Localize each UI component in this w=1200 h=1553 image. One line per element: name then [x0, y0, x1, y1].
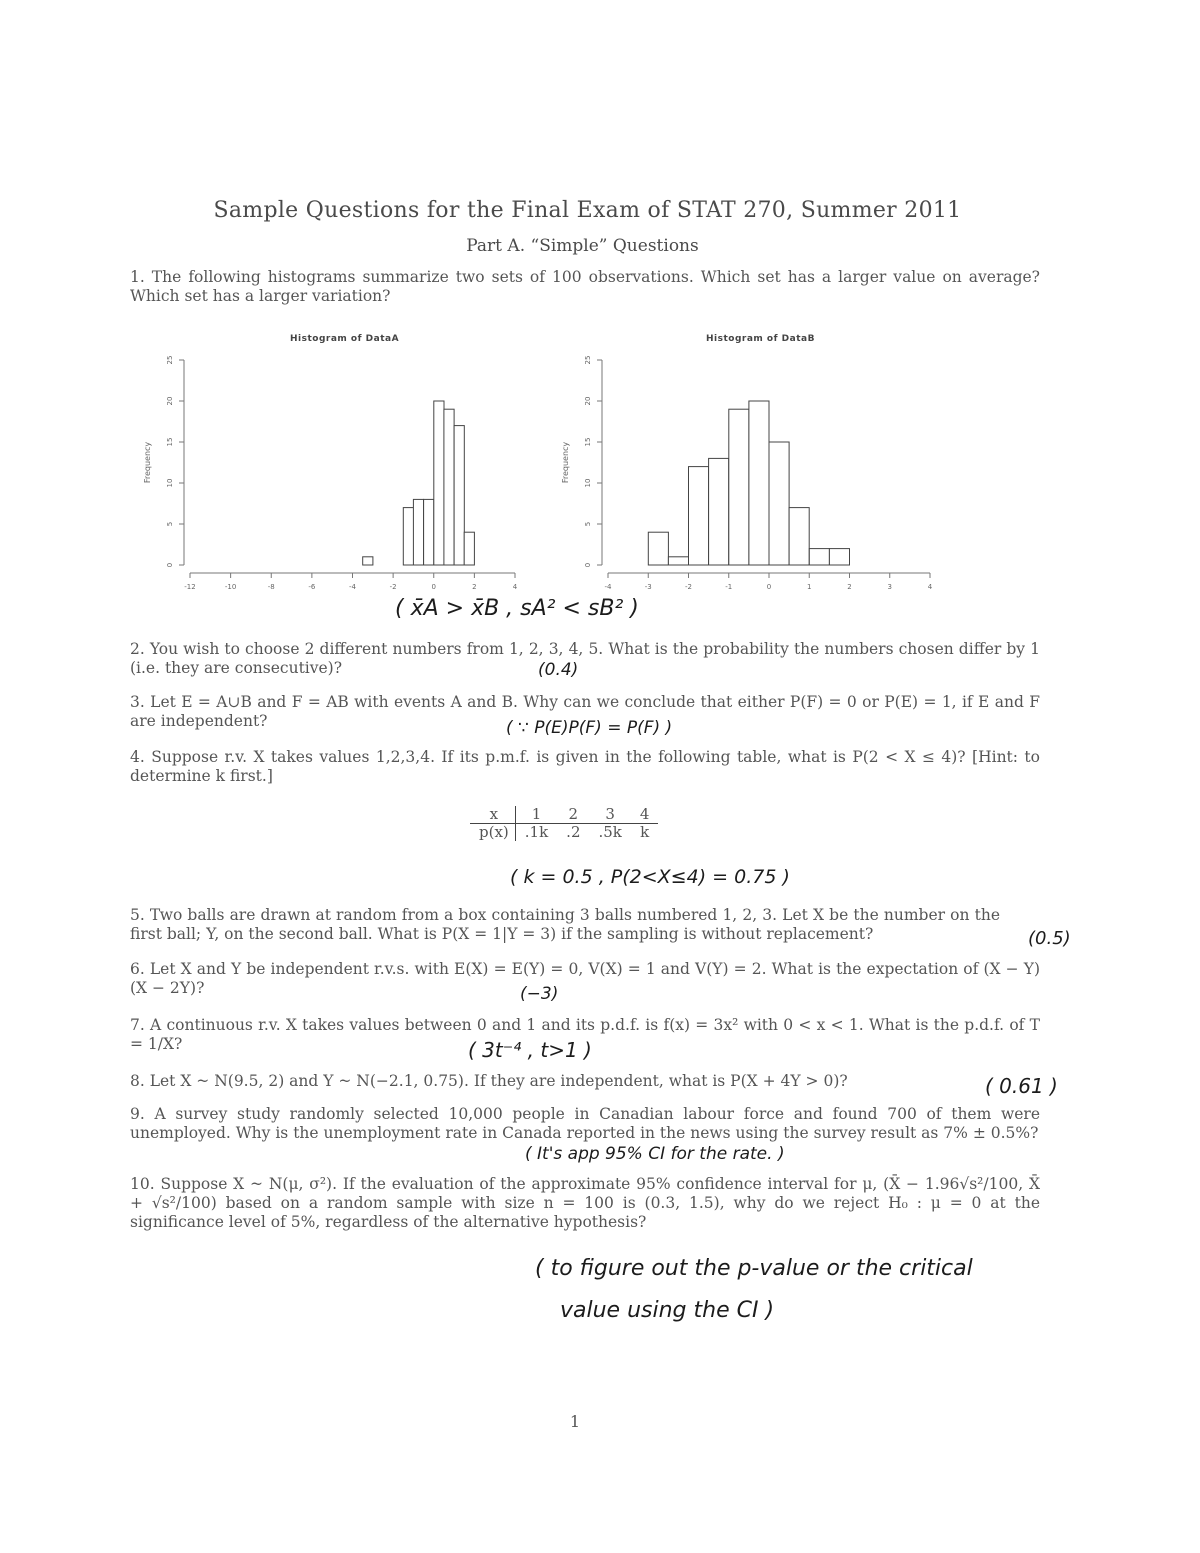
answer-q8: ( 0.61 ) [985, 1074, 1058, 1098]
y-tick-label: 20 [166, 396, 174, 406]
x-tick-label: -4 [349, 583, 356, 591]
answer-q1: ( x̄A > x̄B , sA² < sB² ) [395, 596, 639, 621]
question-6: 6. Let X and Y be independent r.v.s. with E(X) = E(Y) = 0, V(X) = 1 and V(Y) = 2. What is the expectation of (X − Y)(X − 2Y)? [130, 960, 1040, 997]
histogram-dataB [561, 356, 933, 591]
histogram-bar [769, 442, 789, 565]
histogram-bar [403, 508, 413, 565]
question-8: 8. Let X ~ N(9.5, 2) and Y ~ N(−2.1, 0.75). If they are independent, what is P(X + 4Y > 0)? [130, 1072, 848, 1090]
x-tick-label: 0 [431, 583, 436, 591]
question-2: 2. You wish to choose 2 different numbers from 1, 2, 3, 4, 5. What is the probability the numbers chosen differ by 1 (i.e. they are consecutive)? [130, 640, 1040, 677]
answer-q4: ( k = 0.5 , P(2<X≤4) = 0.75 ) [510, 866, 790, 888]
question-1: 1. The following histograms summarize two sets of 100 observations. Which set has a larger value on average? Which set has a larger variation? [130, 268, 1040, 305]
histogram-bar [434, 401, 444, 565]
x-tick-label: 2 [847, 583, 852, 591]
x-tick-label: -8 [267, 583, 275, 591]
question-5: 5. Two balls are drawn at random from a box containing 3 balls numbered 1, 2, 3. Let X be the number on the first ball; Y, on the second ball. What is P(X = 1|Y = 3) if the sampling is without replacement? [130, 906, 1000, 943]
question-10: 10. Suppose X ~ N(μ, σ²). If the evaluation of the approximate 95% confidence interval for μ, (X̄ − 1.96√s²/100, X̄ + √s²/100) based on a random sample with size n = 100 is (0.3, 1.5), why do we reject H₀ : μ = 0 at the significance level of 5%, regardless of the alternative hypothesis? [130, 1175, 1040, 1231]
histogram-bar [789, 508, 809, 565]
histogram-bar [729, 409, 749, 565]
y-tick-label: 25 [584, 355, 592, 365]
page-title: Sample Questions for the Final Exam of STAT 270, Summer 2011 [213, 198, 962, 223]
x-tick-label: -6 [308, 583, 316, 591]
x-tick-label: -10 [224, 583, 237, 591]
answer-q3: ( ∵ P(E)P(F) = P(F) ) [506, 718, 673, 738]
y-tick-label: 10 [584, 478, 592, 488]
histogram-bar [424, 499, 434, 565]
histogram-bar [749, 401, 769, 565]
histogram-bar [809, 549, 829, 565]
y-tick-label: 10 [166, 478, 174, 488]
answer-q6: (−3) [520, 984, 559, 1004]
x-tick-label: -3 [644, 583, 652, 591]
x-tick-label: -2 [685, 583, 692, 591]
y-tick-label: 0 [584, 562, 592, 568]
y-tick-label: 25 [166, 355, 174, 365]
answer-q9: ( It's app 95% CI for the rate. ) [525, 1144, 785, 1164]
histogram-bar [454, 426, 464, 565]
pmf-header-x: x [470, 806, 515, 824]
pmf-cell-1: .1k [524, 823, 549, 841]
pmf-table [470, 806, 658, 841]
pmf-header-2: 2 [557, 806, 589, 824]
histogram-bar [709, 458, 729, 565]
histogram-bar [444, 409, 454, 565]
x-tick-label: -4 [604, 583, 612, 591]
pmf-row-label: p(x) [470, 824, 515, 842]
y-axis-label: Frequency [561, 441, 570, 484]
question-7: 7. A continuous r.v. X takes values between 0 and 1 and its p.d.f. is f(x) = 3x² with 0 < x < 1. What is the p.d.f. of T = 1/X? [130, 1016, 1040, 1053]
answer-q2: (0.4) [538, 660, 579, 680]
pmf-cell-3: .5k [598, 823, 622, 841]
x-tick-label: 1 [807, 583, 812, 591]
question-4: 4. Suppose r.v. X takes values 1,2,3,4. If its p.m.f. is given in the following table, what is P(2 < X ≤ 4)? [Hint: to determine k first.] [130, 748, 1040, 785]
x-tick-label: 2 [472, 583, 477, 591]
answer-q10-line2: value using the CI ) [560, 1298, 775, 1323]
y-axis-label: Frequency [143, 441, 152, 484]
y-tick-label: 5 [584, 521, 592, 527]
x-tick-label: 3 [887, 583, 892, 591]
pmf-cell-4: k [640, 823, 650, 841]
part-heading: Part A. “Simple” Questions [466, 236, 699, 256]
x-tick-label: -2 [389, 583, 397, 591]
histogram-bar [363, 557, 373, 565]
histogram-bar [413, 499, 423, 565]
answer-q5: (0.5) [1028, 928, 1071, 949]
histogram-bar [464, 532, 474, 565]
y-tick-label: 15 [166, 437, 174, 447]
question-3: 3. Let E = A∪B and F = AB with events A and B. Why can we conclude that either P(F) = 0 or P(E) = 1, if E and F are independent? [130, 693, 1040, 730]
answer-q10-line1: ( to figure out the p-value or the critical [535, 1256, 973, 1281]
page-number: 1 [569, 1412, 581, 1431]
x-tick-label: 0 [766, 583, 772, 591]
pmf-header-3: 3 [589, 806, 630, 824]
histogram-bar [689, 467, 709, 565]
pmf-header-4: 4 [631, 806, 659, 824]
histogram-bar [648, 532, 668, 565]
x-tick-label: -12 [184, 583, 196, 591]
x-tick-label: 4 [927, 583, 933, 591]
histogram-bar [829, 549, 849, 565]
histogram-a-title: Histogram of DataA [290, 334, 400, 344]
question-9: 9. A survey study randomly selected 10,000 people in Canadian labour force and found 700 of them were unemployed. Why is the unemployment rate in Canada reported in the news using the survey result as 7% ± 0.5%? [130, 1105, 1040, 1142]
answer-q7: ( 3t⁻⁴ , t>1 ) [468, 1038, 592, 1062]
y-tick-label: 15 [584, 437, 592, 447]
histogram-dataA [143, 356, 518, 591]
histogram-b-title: Histogram of DataB [706, 334, 815, 344]
x-tick-label: -1 [725, 583, 733, 591]
y-tick-label: 0 [166, 562, 174, 568]
pmf-header-1: 1 [515, 806, 557, 824]
x-tick-label: 4 [512, 583, 518, 591]
pmf-cell-2: .2 [566, 823, 581, 841]
y-tick-label: 20 [584, 396, 592, 406]
y-tick-label: 5 [166, 521, 174, 527]
histogram-bar [668, 557, 688, 565]
